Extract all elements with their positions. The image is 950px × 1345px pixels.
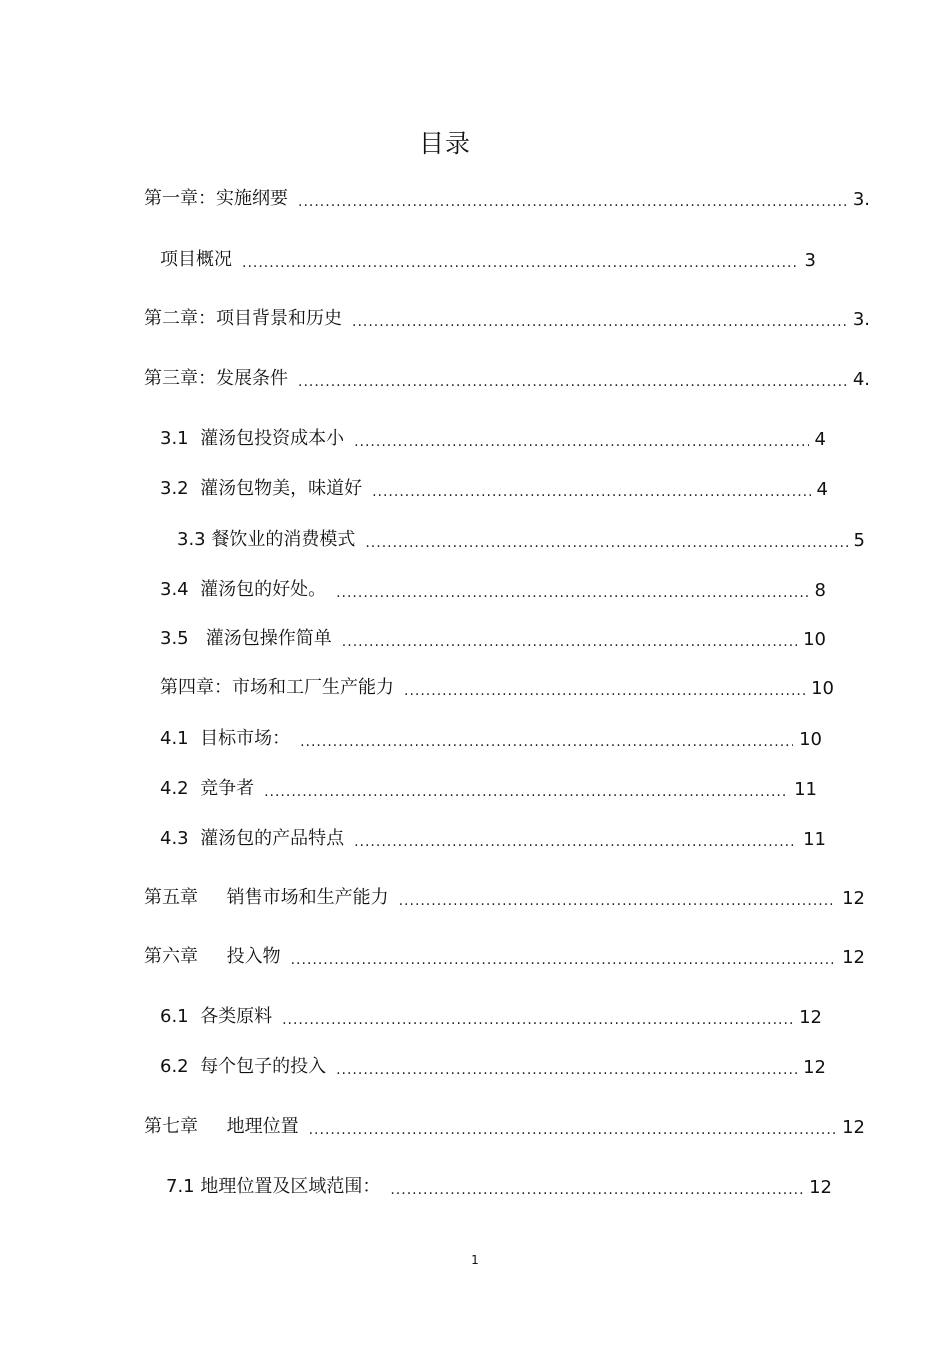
toc-entry-page: 11 (803, 829, 826, 850)
toc-leader-dots (352, 314, 847, 330)
toc-leader-dots (336, 585, 808, 601)
toc-entry-page: 12 (799, 1007, 822, 1028)
footer-page-number: 1 (471, 1253, 479, 1267)
toc-entry-label: 3.4 灌汤包的好处。 (160, 579, 327, 600)
toc-entry-page: 10 (803, 629, 826, 650)
toc-entry[interactable] (177, 525, 865, 551)
toc-leader-dots (342, 634, 797, 650)
toc-leader-dots (399, 893, 836, 909)
toc-entry-page: 4 (814, 429, 826, 450)
toc-entry[interactable] (160, 774, 817, 800)
toc-entry-label: 6.2 每个包子的投入 (160, 1056, 327, 1077)
toc-entry-page: 5 (853, 530, 865, 551)
toc-leader-dots (291, 952, 836, 968)
toc-leader-dots (336, 1062, 797, 1078)
toc-entry-page: 3 (804, 250, 816, 271)
toc-leader-dots (354, 834, 797, 850)
toc-title: 目录 (418, 129, 471, 158)
toc-entry[interactable] (166, 1172, 832, 1198)
toc-entry-page: 12 (842, 888, 865, 909)
toc-entry-page: 3. (852, 189, 870, 210)
toc-entry-label: 第二章：项目背景和历史 (144, 308, 342, 329)
toc-entry-page: 10 (811, 678, 834, 699)
toc-entry-label: 4.1 目标市场： (160, 728, 291, 749)
toc-entry-label: 第四章：市场和工厂生产能力 (160, 677, 394, 698)
toc-leader-dots (372, 484, 810, 500)
toc-entry-label: 项目概况 (160, 249, 232, 270)
toc-entry[interactable] (160, 624, 826, 650)
toc-entry[interactable] (160, 575, 826, 601)
toc-entry-page: 3. (852, 309, 870, 330)
toc-entry[interactable] (160, 474, 828, 500)
toc-entry[interactable] (160, 724, 822, 750)
toc-leader-dots (365, 535, 847, 551)
toc-leader-dots (298, 374, 847, 390)
toc-entry-label: 第七章 地理位置 (144, 1116, 299, 1137)
toc-entry[interactable] (160, 824, 826, 850)
toc-entry-page: 12 (842, 947, 865, 968)
toc-entry-label: 第一章：实施纲要 (144, 188, 288, 209)
toc-leader-dots (298, 194, 847, 210)
toc-entry-page: 8 (814, 580, 826, 601)
toc-entry-label: 3.3 餐饮业的消费模式 (177, 529, 356, 550)
toc-entry[interactable] (160, 245, 816, 271)
toc-entry-page: 12 (809, 1177, 832, 1198)
toc-entry-label: 4.3 灌汤包的产品特点 (160, 828, 345, 849)
toc-entry[interactable] (160, 424, 826, 450)
toc-leader-dots (354, 434, 808, 450)
toc-entry-label: 3.2 灌汤包物美，味道好 (160, 478, 363, 499)
toc-entry-label: 3.5 灌汤包操作简单 (160, 628, 332, 649)
toc-entry-page: 10 (799, 729, 822, 750)
toc-entry[interactable] (144, 942, 865, 968)
toc-entry[interactable] (144, 364, 870, 390)
toc-entry[interactable] (160, 673, 834, 699)
toc-entry-page: 12 (803, 1057, 826, 1078)
toc-entry-label: 第三章：发展条件 (144, 368, 288, 389)
toc-entry-page: 4 (816, 479, 828, 500)
toc-leader-dots (282, 1012, 793, 1028)
toc-leader-dots (264, 784, 788, 800)
toc-entry[interactable] (160, 1052, 826, 1078)
toc-entry[interactable] (144, 304, 870, 330)
toc-entry-page: 11 (794, 779, 817, 800)
toc-entry[interactable] (144, 883, 865, 909)
toc-entry-label: 第六章 投入物 (144, 946, 281, 967)
toc-entry-page: 4. (852, 369, 870, 390)
toc-leader-dots (404, 683, 805, 699)
toc-leader-dots (390, 1182, 803, 1198)
toc-entry[interactable] (144, 184, 870, 210)
toc-entry-label: 7.1 地理位置及区域范围： (166, 1176, 381, 1197)
toc-entry-label: 3.1 灌汤包投资成本小 (160, 428, 345, 449)
toc-entry[interactable] (160, 1002, 822, 1028)
toc-leader-dots (242, 255, 799, 271)
toc-entry-label: 4.2 竞争者 (160, 778, 255, 799)
toc-entry-page: 12 (842, 1117, 865, 1138)
toc-entry[interactable] (144, 1112, 865, 1138)
toc-leader-dots (300, 734, 793, 750)
toc-leader-dots (309, 1122, 836, 1138)
toc-entry-label: 6.1 各类原料 (160, 1006, 273, 1027)
toc-entry-label: 第五章 销售市场和生产能力 (144, 887, 389, 908)
